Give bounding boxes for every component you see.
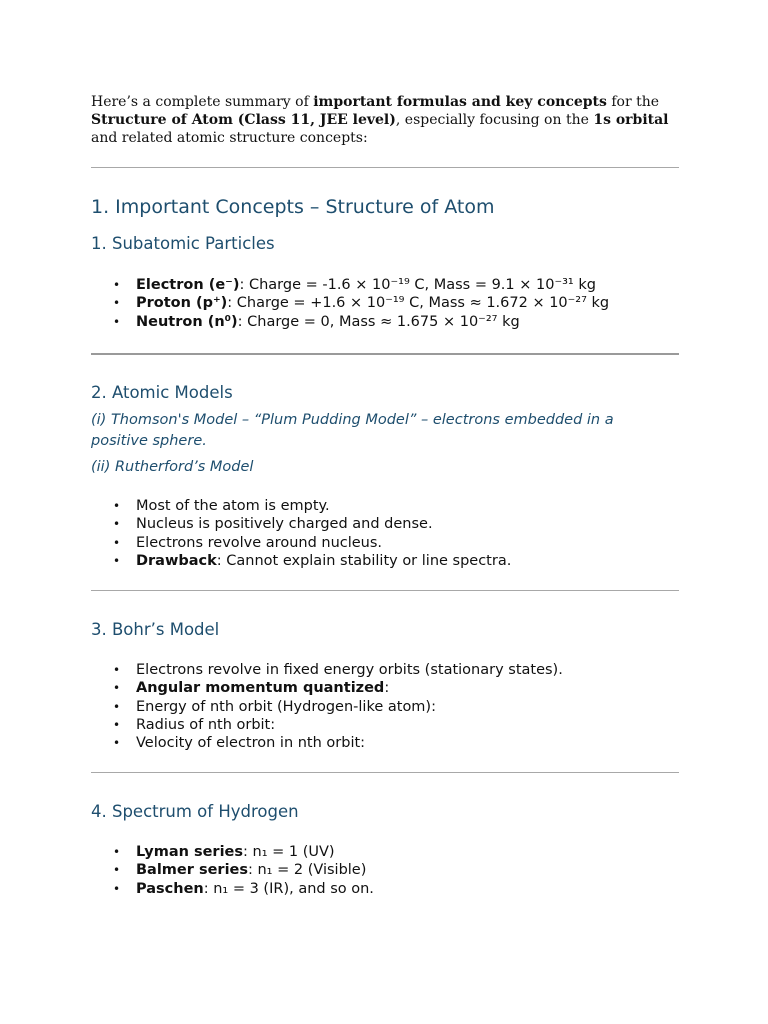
list-item: • Radius of nth orbit: (113, 716, 276, 733)
intro-text: Here’s a complete summary of (91, 94, 314, 110)
intro-bold: 1s orbital (593, 112, 669, 128)
spectrum-list (91, 843, 679, 898)
divider (91, 353, 679, 355)
divider (91, 590, 679, 591)
intro-text: and related atomic structure concepts: (91, 130, 368, 146)
thomson-model: (i) Thomson's Model – “Plum Pudding Model” – electrons embedded in a positive sphere. (91, 412, 614, 449)
list-item: • Energy of nth orbit (Hydrogen-like atom): (113, 698, 436, 715)
list-item: • Drawback: Cannot explain stability or line spectra. (113, 552, 512, 569)
intro-bold: Structure of Atom (Class 11, JEE level) (91, 112, 396, 128)
divider (91, 167, 679, 168)
list-item: • Nucleus is positively charged and dense. (113, 516, 433, 533)
list-item: • Paschen: n₁ = 3 (IR), and so on. (113, 880, 374, 897)
list-item: • Balmer series: n₁ = 2 (Visible) (113, 862, 367, 879)
list-item: • Electrons revolve around nucleus. (113, 534, 383, 551)
intro-text: for the (606, 94, 660, 110)
rutherford-model: (ii) Rutherford’s Model (91, 459, 254, 475)
section-heading-bohr: 3. Bohr’s Model (91, 620, 220, 639)
main-heading: 1. Important Concepts – Structure of Atom (91, 196, 495, 218)
section-heading-atomic-models: 2. Atomic Models (91, 383, 233, 402)
list-item: • Neutron (n⁰): Charge = 0, Mass ≈ 1.675 × 10⁻²⁷ kg (113, 313, 520, 330)
rutherford-list (91, 497, 679, 570)
divider (91, 772, 679, 773)
list-item: • Electron (e⁻): Charge = -1.6 × 10⁻¹⁹ C, Mass = 9.1 × 10⁻³¹ kg (113, 277, 596, 293)
intro-text: , especially focusing on the (395, 112, 594, 128)
list-item: • Lyman series: n₁ = 1 (UV) (113, 844, 335, 860)
section-heading-subatomic: 1. Subatomic Particles (91, 234, 275, 253)
list-item: • Proton (p⁺): Charge = +1.6 × 10⁻¹⁹ C, Mass ≈ 1.672 × 10⁻²⁷ kg (113, 295, 610, 312)
subatomic-list (91, 276, 679, 331)
list-item: • Velocity of electron in nth orbit: (113, 735, 366, 752)
section-heading-spectrum: 4. Spectrum of Hydrogen (91, 802, 299, 821)
list-item: • Most of the atom is empty. (113, 498, 330, 514)
intro-bold: important formulas and key concepts (313, 94, 607, 110)
list-item: • Electrons revolve in fixed energy orbits (stationary states). (113, 662, 563, 678)
list-item: • Angular momentum quantized: (113, 680, 390, 697)
bohr-list (91, 661, 679, 752)
intro-paragraph (91, 93, 679, 147)
